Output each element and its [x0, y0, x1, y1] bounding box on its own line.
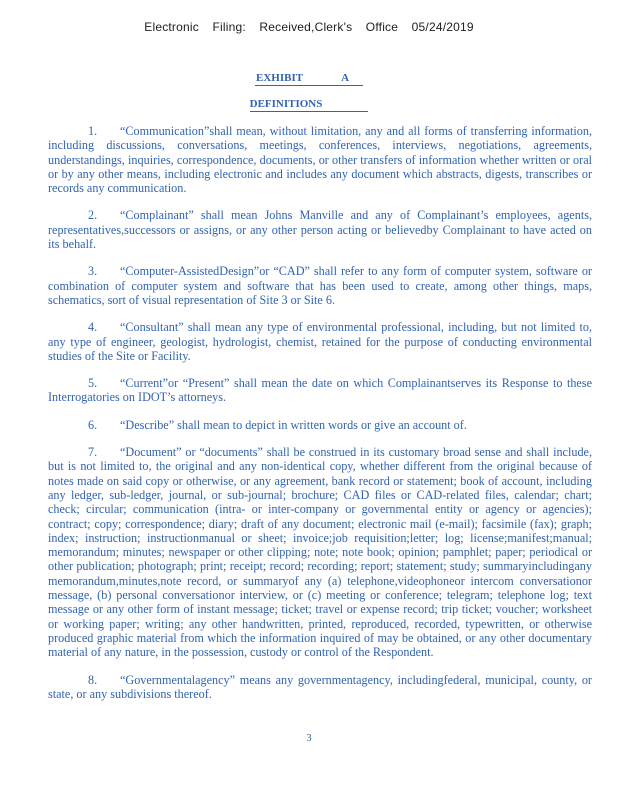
definitions-title — [0, 98, 618, 112]
definition-paragraph — [48, 376, 592, 405]
definition-number: 4. — [88, 320, 98, 335]
definition-number: 2. — [88, 208, 98, 223]
definition-number: 3. — [88, 264, 98, 279]
definition-paragraph — [48, 445, 592, 659]
definition-paragraph — [48, 673, 592, 702]
exhibit-title — [0, 72, 618, 86]
exhibit-title-underline — [255, 72, 363, 86]
exhibit-letter: A — [341, 72, 350, 84]
definition-text: “Describe” shall mean to depict in written words or give an account of. — [120, 417, 467, 432]
definition-number: 5. — [88, 376, 98, 391]
definition-paragraph — [48, 124, 592, 195]
definition-paragraph — [48, 418, 592, 432]
definition-text: “Computer-AssistedDesign”or “CAD” shall refer to any form of computer system, software or combination of computer system and software that has been used to create, among other things, maps, schematics, sort of visual representation of Site 3 or Site 6. — [48, 264, 592, 307]
definition-number: 1. — [88, 124, 98, 138]
page-number: 3 — [306, 733, 312, 744]
definition-number: 7. — [88, 445, 98, 460]
definition-text: “Communication”shall mean, without limitation, any and all forms of transferring information, including discussions, conversations, meetings, conferences, interviews, negotiations, agreements, understandings, inquiries, correspondence, documents, or other transfers of information whether written or oral or by any other means, including electronic and includes any document which abstracts, digests, transcribes or records any communication. — [48, 124, 592, 196]
definitions-list — [48, 124, 592, 714]
definition-paragraph — [48, 320, 592, 363]
definition-text: “Document” or “documents” shall be construed in its customary broad sense and shall include, but is not limited to, the original and any non-identical copy, whether different from the original because of notes made on said copy or otherwise, or any agreement, bank record or statement; book of account, including any ledger, sub-ledger, journal, or sub-journal; brochure; CAD files or CAD-related files, calendar; chart; check; circular; communication (intra- or inter-company or governmental entity or agency or agencies); contract; copy; correspondence; diary; draft of any document; electronic mail (e-mail); facsimile (fax); graph; index; instruction; instructionmanual or sheet; invoice;job requisition;letter; log; license;manifest;manual; memorandum; minutes; newspaper or other clipping; note; note book; opinion; pamphlet; paper; periodical or other publication; photograph; print; receipt; record; recording; report; statement; study; summaryincludingany memorandum,minutes,note record, or summaryof any (a) telephone,videophoneor intercom conversationor message, (b) personal conversationor interview, or (c) meeting or conference; telegram; telephone log; text message or any other form of instant message; ticket; travel or expense record; trip ticket; voucher; worksheet or working paper; writing; any other handwritten, printed, reproduced, recorded, typewritten, or otherwise produced graphic material from which the information inquired of may be obtained, or any other documentary material of any nature, in the possession, custody or control of the Respondent. — [48, 445, 592, 660]
definitions-title-underline: DEFINITIONS — [250, 98, 369, 112]
definition-paragraph — [48, 208, 592, 251]
definition-number: 8. — [88, 672, 98, 687]
definition-text: “Consultant” shall mean any type of environmental professional, including, but not limited to, any type of engineer, geologist, hydrologist, chemist, retained for the purpose of conducting environmental studies of the Site or Facility. — [48, 320, 592, 363]
definition-text: “Current”or “Present” shall mean the date on which Complainantserves its Response to these Interrogatories on IDOT’s attorneys. — [48, 376, 592, 405]
definition-text: “Complainant” shall mean Johns Manville and any of Complainant’s employees, agents, representatives,successors or assigns, or any other person acting or believedby Complainant to have acted on its behalf. — [48, 208, 592, 252]
definition-text: “Governmentalagency” means any governmentagency, includingfederal, municipal, county, or state, or any subdivisions thereof. — [48, 672, 592, 701]
exhibit-label: EXHIBIT — [255, 72, 304, 84]
filing-header: Electronic Filing: Received,Clerk's Office 05/24/2019 — [144, 20, 474, 34]
definition-number: 6. — [88, 417, 98, 432]
definition-paragraph — [48, 264, 592, 307]
